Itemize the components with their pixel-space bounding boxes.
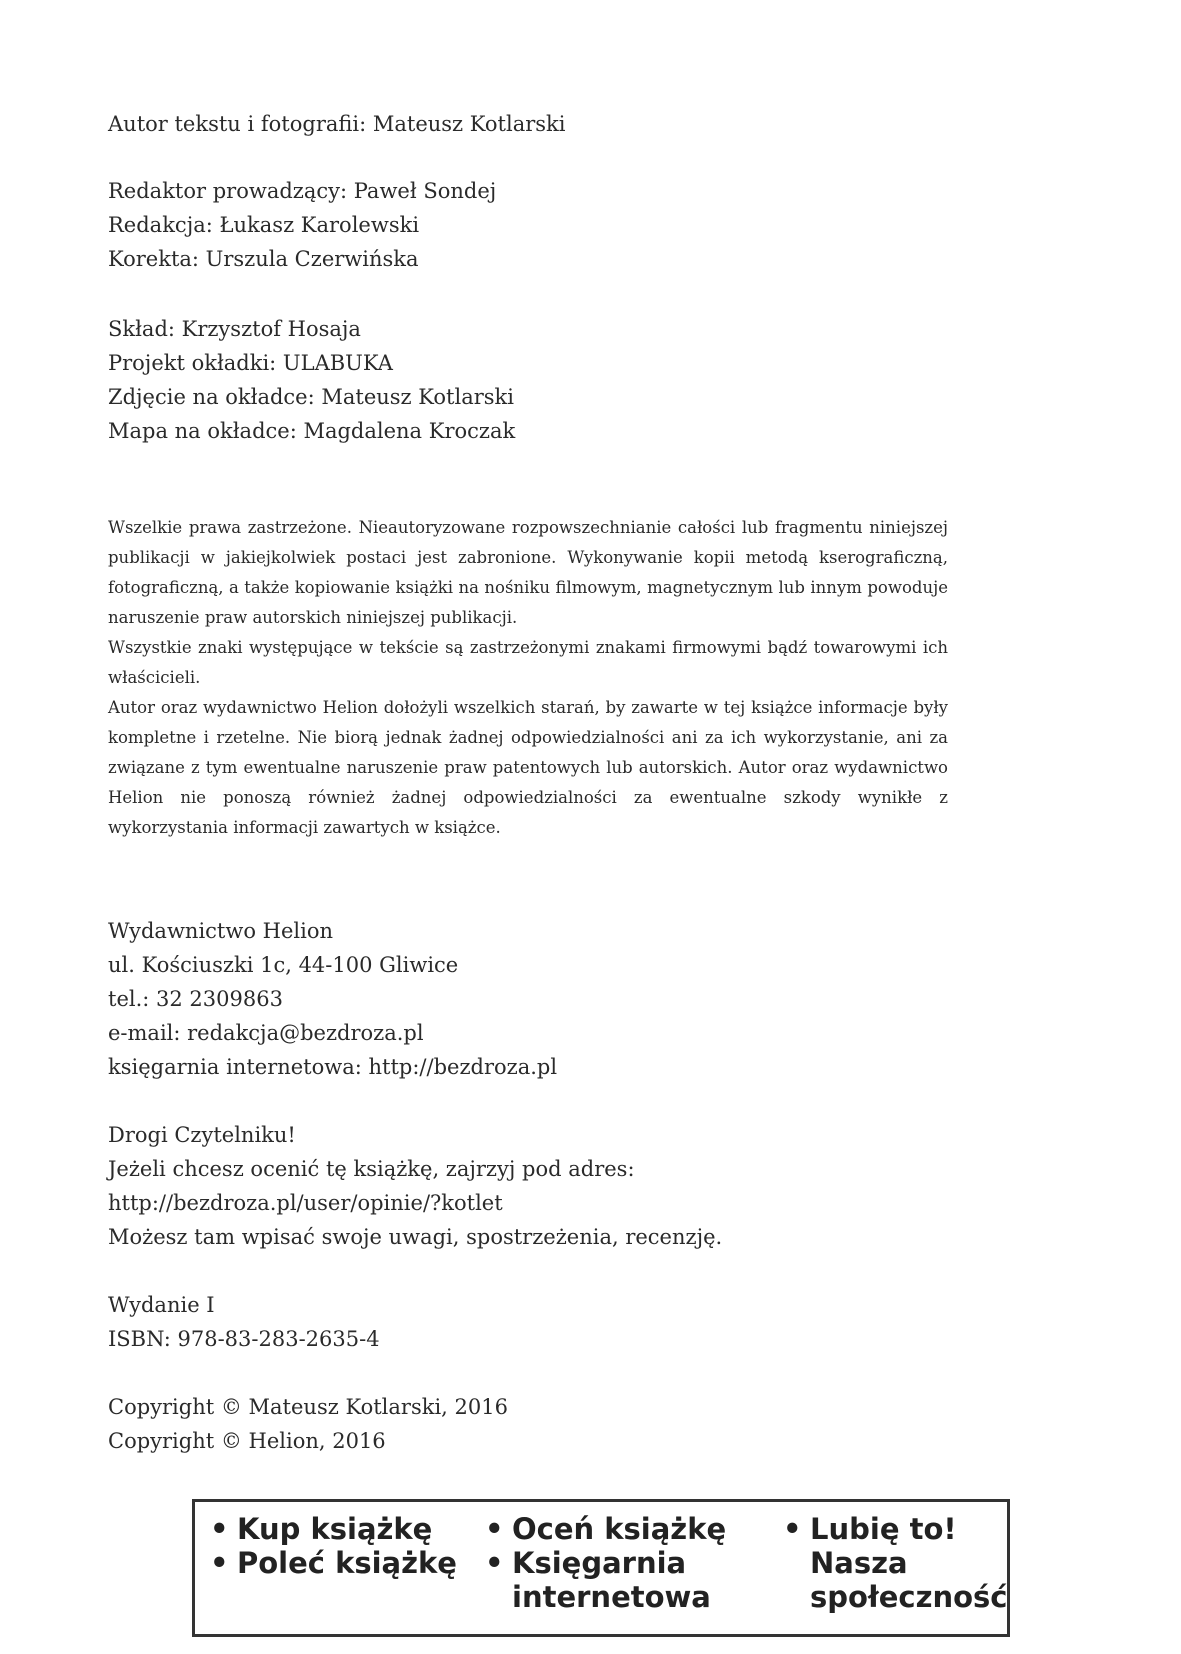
publisher-address: ul. Kościuszki 1c, 44-100 Gliwice [108,953,459,977]
recommend-book-label: Poleć książkę [237,1546,457,1580]
bullet: • [210,1546,229,1580]
editor: Redakcja: Łukasz Karolewski [108,213,420,237]
legal-notice [108,513,948,843]
bullet: • [485,1512,504,1546]
bullet: • [783,1512,802,1546]
reader-note [108,1118,722,1254]
publisher-email: e-mail: redakcja@bezdroza.pl [108,1021,424,1045]
rights-paragraph: Wszelkie prawa zastrzeżone. Nieautoryzowane rozpowszechnianie całości lub fragmentu niniejszej publikacji w jakiejkolwiek postaci jest zabronione. Wykonywanie kopii metodą kserograficzną, fotograficzną, a także kopiowanie książki na nośniku filmowym, magnetycznym lub innym powoduje naruszenie praw autorskich niniejszej publikacji. [108,518,948,627]
links-column-1 [210,1512,457,1580]
bullet: • [210,1512,229,1546]
reader-invite: Możesz tam wpisać swoje uwagi, spostrzeżenia, recenzję. [108,1225,723,1249]
proofreader: Korekta: Urszula Czerwińska [108,247,419,271]
publisher-bookstore: księgarnia internetowa: http://bezdroza.pl [108,1055,558,1079]
editor-lead: Redaktor prowadzący: Paweł Sondej [108,179,497,203]
author-credit: Autor tekstu i fotografii: Mateusz Kotlarski [108,112,566,136]
isbn: ISBN: 978-83-283-2635-4 [108,1327,380,1351]
like-community-label: Lubię to! Nasza społeczność [810,1512,1008,1614]
cover-design: Projekt okładki: ULABUKA [108,351,393,375]
reader-greeting: Drogi Czytelniku! [108,1123,296,1147]
rate-book-label: Oceń książkę [512,1512,727,1546]
disclaimer-paragraph: Autor oraz wydawnictwo Helion dołożyli wszelkich starań, by zawarte w tej książce informacje były kompletne i rzetelne. Nie biorą jednak żadnej odpowiedzialności ani za ich wykorzystanie, ani za związane z tym ewentualne naruszenie praw patentowych lub autorskich. Autor oraz wydawnictwo Helion nie ponoszą również żadnej odpowiedzialności za ewentualne szkody wynikłe z wykorzystania informacji zawartych w książce. [108,698,948,837]
author-credit-block [108,107,566,141]
buy-book-link[interactable] [210,1512,457,1546]
editorial-credits [108,174,496,276]
copyright-author: Copyright © Mateusz Kotlarski, 2016 [108,1395,508,1419]
like-community-link[interactable] [783,1512,1010,1614]
bookstore-label: Księgarnia internetowa [512,1546,711,1614]
edition-info [108,1288,380,1356]
publisher-info [108,914,557,1084]
rate-book-link[interactable] [485,1512,726,1546]
copyright-publisher: Copyright © Helion, 2016 [108,1429,386,1453]
typesetting: Skład: Krzysztof Hosaja [108,317,361,341]
review-link[interactable]: http://bezdroza.pl/user/opinie/?kotlet [108,1191,503,1215]
cover-photo: Zdjęcie na okładce: Mateusz Kotlarski [108,385,514,409]
recommend-book-link[interactable] [210,1546,457,1580]
edition-number: Wydanie I [108,1293,215,1317]
book-links-box [192,1499,1010,1637]
bullet: • [485,1546,504,1580]
cover-map: Mapa na okładce: Magdalena Kroczak [108,419,516,443]
links-column-3 [783,1512,1010,1614]
publisher-name: Wydawnictwo Helion [108,919,334,943]
buy-book-label: Kup książkę [237,1512,433,1546]
production-credits [108,312,515,448]
publisher-phone: tel.: 32 2309863 [108,987,283,1011]
copyright-info [108,1390,508,1458]
trademarks-paragraph: Wszystkie znaki występujące w tekście są zastrzeżonymi znakami firmowymi bądź towarowymi ich właścicieli. [108,638,948,687]
links-column-2 [485,1512,726,1614]
reader-instruction: Jeżeli chcesz ocenić tę książkę, zajrzyj pod adres: [108,1157,635,1181]
bookstore-link[interactable] [485,1546,722,1614]
